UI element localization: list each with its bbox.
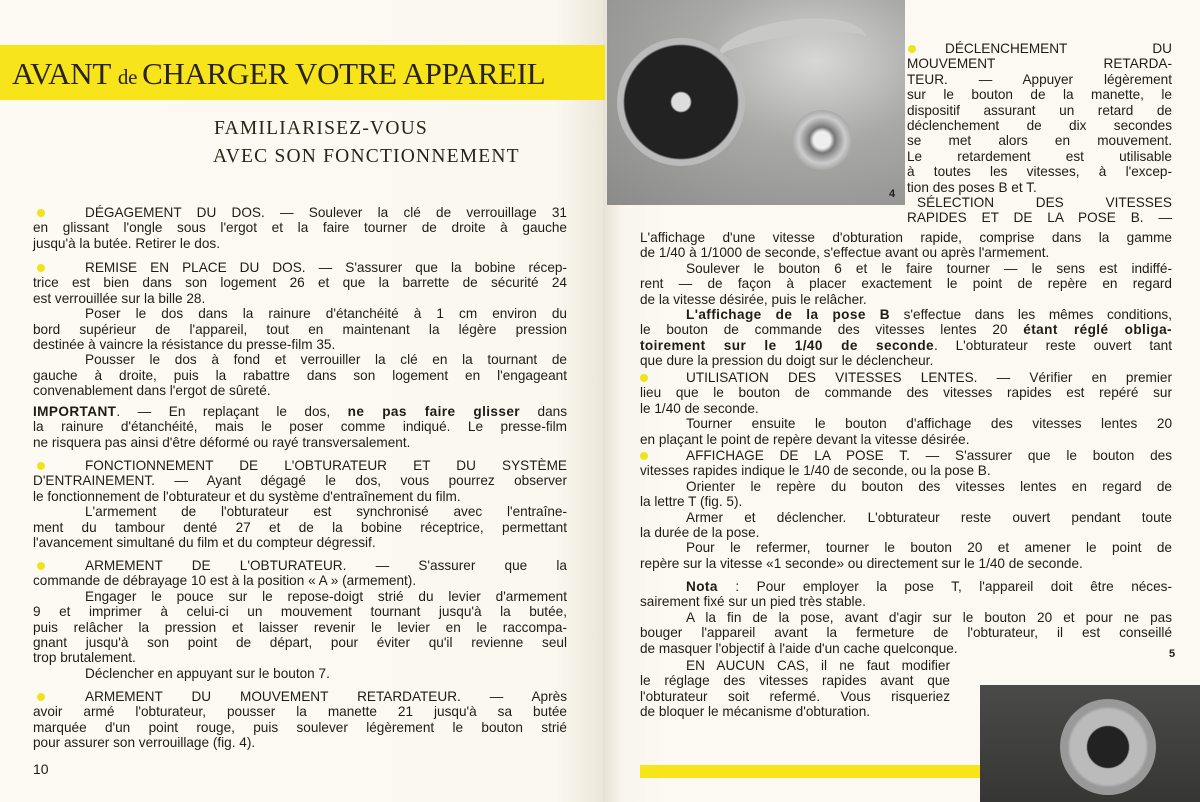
- text-line: A la fin de la pose, avant d'agir sur le bouton 20 et pour ne pas: [686, 609, 1172, 625]
- dial-shape: [617, 38, 745, 166]
- text-line: lieu que le bouton de commande des vitesses rapides est repéré sur: [640, 385, 1172, 401]
- text-line: DÉGAGEMENT DU DOS. — Soulever la clé de verrouillage 31: [85, 205, 567, 220]
- text-line: SÉLECTION DES VITESSES: [917, 194, 1172, 210]
- text-line: ARMEMENT DE L'OBTURATEUR. — S'assurer que la: [85, 558, 567, 573]
- figure-5-label: 5: [1169, 648, 1176, 660]
- paragraph-vitesses-lentes: [640, 370, 1172, 447]
- text-segment: . L'obturateur reste ouvert tant: [933, 337, 1172, 353]
- text-line: L'armement de l'obturateur est synchronisé avec l'entraîne-: [85, 504, 567, 520]
- text-line: bouger l'appareil avant la fermeture de l'obturateur, il est conseillé: [640, 625, 1172, 641]
- text-line: sairement fixé sur un pied très stable.: [640, 594, 866, 610]
- text-line: est verrouillée sur la bille 28.: [33, 290, 206, 306]
- page-title: [12, 56, 545, 92]
- text-line: Déclencher en appuyant sur le bouton 7.: [85, 665, 330, 681]
- text-line: EN AUCUN CAS, il ne faut modifier: [686, 658, 950, 673]
- dial-shape: [1060, 699, 1156, 795]
- text-line: D'ENTRAINEMENT. — Ayant dégagé le dos, vous pourrez observer: [33, 473, 567, 489]
- text-line: que dure la pression du doigt sur le déclencheur.: [640, 353, 934, 369]
- text-line: Pousser le dos à fond et verrouiller la clé en la tournant de: [85, 352, 567, 368]
- text-line: L'affichage d'une vitesse d'obturation rapide, comprise dans la gamme: [640, 230, 1172, 245]
- text-line: AFFICHAGE DE LA POSE T. — S'assurer que le bouton des: [686, 448, 1172, 463]
- text-line: se met alors en mouvement.: [907, 133, 1172, 149]
- text-line: l'avancement simultané du film et du compteur dégressif.: [33, 534, 376, 550]
- bold-text: L'affichage de la pose B: [686, 306, 891, 322]
- text-line: de bloquer le mécanisme d'obturation.: [640, 704, 871, 720]
- text-line: Orienter le repère du bouton des vitesses lentes en regard de: [686, 478, 1172, 494]
- text-line: Le retardement est utilisable: [907, 148, 1172, 164]
- bold-text: Nota: [686, 579, 718, 594]
- text-line: le 1/40 de seconde.: [640, 400, 759, 416]
- page-number-left: 10: [33, 761, 49, 777]
- text-line: le réglage des vitesses rapides avant que: [640, 673, 950, 689]
- figure-4-photo: [607, 0, 905, 205]
- text-line: commande de débrayage 10 est à la position « A » (armement).: [33, 573, 417, 589]
- text-line: pour assurer son verrouillage (fig. 4).: [33, 735, 256, 751]
- text-line: [33, 404, 567, 419]
- text-line: de masquer l'objectif à l'aide d'un cache quelconque.: [640, 640, 958, 656]
- paragraph-armement-retardateur: [33, 689, 567, 751]
- text-line: à toutes les vitesses, à l'excep-: [907, 164, 1172, 180]
- text-line: Soulever le bouton 6 et le faire tourner — le sens est indiffé-: [686, 260, 1172, 276]
- bold-text: ne pas faire glisser: [347, 404, 520, 419]
- text-line: tion des poses B et T.: [907, 179, 1037, 195]
- text-line: gauche à droite, puis la rabattre dans son logement en l'engageant: [33, 367, 567, 383]
- text-line: marquée d'un point rouge, puis soulever légèrement le bouton strié: [33, 719, 567, 735]
- yellow-stripe: [640, 765, 980, 778]
- paragraph-selection-vitesses: [640, 230, 1172, 369]
- text-line: trice est bien dans son logement 26 et que la barrette de sécurité 24: [33, 275, 567, 291]
- text-line: le fonctionnement de l'obturateur et du système d'entraînement du film.: [33, 488, 461, 504]
- text-line: trop brutalement.: [33, 650, 136, 666]
- text-line: convenablement dans l'ergot de sûreté.: [33, 383, 271, 399]
- paragraph-fonctionnement: [33, 458, 567, 550]
- title-part: AVANT: [12, 56, 118, 91]
- text-line: de 1/40 à 1/1000 de seconde, s'effectue avant ou après l'armement.: [640, 245, 1050, 261]
- figure-5-photo: [980, 685, 1200, 802]
- paragraph-declenchement: [907, 41, 1172, 226]
- bold-text: IMPORTANT: [33, 404, 117, 419]
- text-line: [640, 322, 1172, 337]
- title-part: CHARGER VOTRE APPAREIL: [142, 56, 546, 91]
- text-line: bord supérieur de l'appareil, tout en maintenant la légère pression: [33, 321, 567, 337]
- text-line: déclenchement de dix secondes: [907, 117, 1172, 133]
- text-segment: dans: [520, 404, 567, 419]
- text-line: UTILISATION DES VITESSES LENTES. — Vérifier en premier: [686, 370, 1172, 385]
- text-line: FONCTIONNEMENT DE L'OBTURATEUR ET DU SYSTÈME: [85, 458, 567, 473]
- text-line: jusqu'à la butée. Retirer le dos.: [33, 235, 220, 251]
- knob-shape: [792, 110, 852, 170]
- text-line: la durée de la pose.: [640, 524, 760, 540]
- text-line: vitesses rapides indique le 1/40 de seconde, ou la pose B.: [640, 463, 991, 479]
- text-segment: s'effectue dans les mêmes conditions,: [890, 306, 1172, 322]
- text-line: repère sur la vitesse «1 seconde» ou directement sur le 1/40 de seconde.: [640, 555, 1083, 571]
- text-line: gnant jusqu'à son point de départ, pour éviter qu'il revienne seul: [33, 634, 567, 650]
- text-line: ment du tambour denté 27 et de la bobine réceptrice, permettant: [33, 519, 567, 535]
- text-line: Pour le refermer, tourner le bouton 20 et amener le point de: [686, 540, 1172, 556]
- text-line: avoir armé l'obturateur, pousser la manette 21 jusqu'à sa butée: [33, 704, 567, 720]
- text-line: 9 et imprimer à celui-ci un mouvement tournant jusqu'à la butée,: [33, 604, 567, 620]
- paragraph-remise-en-place: [33, 260, 567, 399]
- title-part: de: [117, 65, 143, 89]
- text-line: REMISE EN PLACE DU DOS. — S'assurer que la bobine récep-: [85, 260, 567, 275]
- paragraph-degagement-du-dos: [33, 205, 567, 251]
- subtitle-line-2: AVEC SON FONCTIONNEMENT: [213, 146, 520, 167]
- text-line: la lettre T (fig. 5).: [640, 494, 743, 510]
- text-line: dispositif assurant un retard de: [907, 102, 1172, 118]
- paragraph-pose-t: [640, 448, 1172, 571]
- text-segment: . — En replaçant le dos,: [116, 404, 348, 419]
- text-line: DÉCLENCHEMENT DU: [945, 41, 1172, 56]
- paragraph-nota: [640, 579, 1172, 656]
- text-line: puis relâcher la pression et laisser revenir le levier en le raccompa-: [33, 619, 567, 635]
- subtitle-line-1: FAMILIARISEZ-VOUS: [214, 118, 428, 139]
- text-line: rent — de façon à placer exactement le point de repère en regard: [640, 276, 1172, 292]
- text-line: MOUVEMENT RETARDA-: [907, 56, 1172, 72]
- text-line: [640, 338, 1172, 353]
- text-line: destinée à vaincre la résistance du presse-film 35.: [33, 336, 336, 352]
- text-line: Armer et déclencher. L'obturateur reste ouvert pendant toute: [686, 509, 1172, 525]
- text-line: Tourner ensuite le bouton d'affichage des vitesses lentes 20: [686, 416, 1172, 432]
- text-line: ne risquera pas ainsi d'être déformé ou rayé transversalement.: [33, 434, 411, 450]
- text-segment: : Pour employer la pose T, l'appareil doit être néces-: [717, 579, 1172, 594]
- text-line: [640, 579, 1172, 594]
- paragraph-en-aucun-cas: [640, 658, 950, 720]
- text-line: ARMEMENT DU MOUVEMENT RETARDATEUR. — Après: [85, 689, 567, 704]
- text-line: Poser le dos dans la rainure d'étanchéité à 1 cm environ du: [85, 306, 567, 322]
- paragraph-important: [33, 404, 567, 450]
- text-line: [640, 307, 1172, 322]
- text-segment: le bouton de commande des vitesses lentes 20: [640, 322, 1024, 338]
- text-line: la rainure d'étanchéité, mais le poser comme indiqué. Le presse-film: [33, 419, 567, 435]
- text-line: RAPIDES ET DE LA POSE B. —: [907, 210, 1172, 226]
- paragraph-armement-obturateur: [33, 558, 567, 681]
- text-line: Engager le pouce sur le repose-doigt strié du levier d'armement: [85, 588, 567, 604]
- text-line: sur le bouton de la manette, le: [907, 87, 1172, 103]
- bold-text: étant réglé obliga-: [1023, 322, 1172, 338]
- figure-4-label: 4: [889, 188, 896, 200]
- text-line: en plaçant le point de repère devant la vitesse désirée.: [640, 431, 970, 447]
- text-line: de la vitesse désirée, puis le relâcher.: [640, 291, 867, 307]
- bold-text: toirement sur le 1/40 de seconde: [640, 337, 934, 353]
- text-line: l'obturateur soit refermé. Vous risqueriez: [640, 688, 950, 704]
- text-line: en glissant l'ongle sous l'ergot et la faire tourner de droite à gauche: [33, 220, 567, 236]
- text-line: TEUR. — Appuyer légèrement: [907, 71, 1172, 87]
